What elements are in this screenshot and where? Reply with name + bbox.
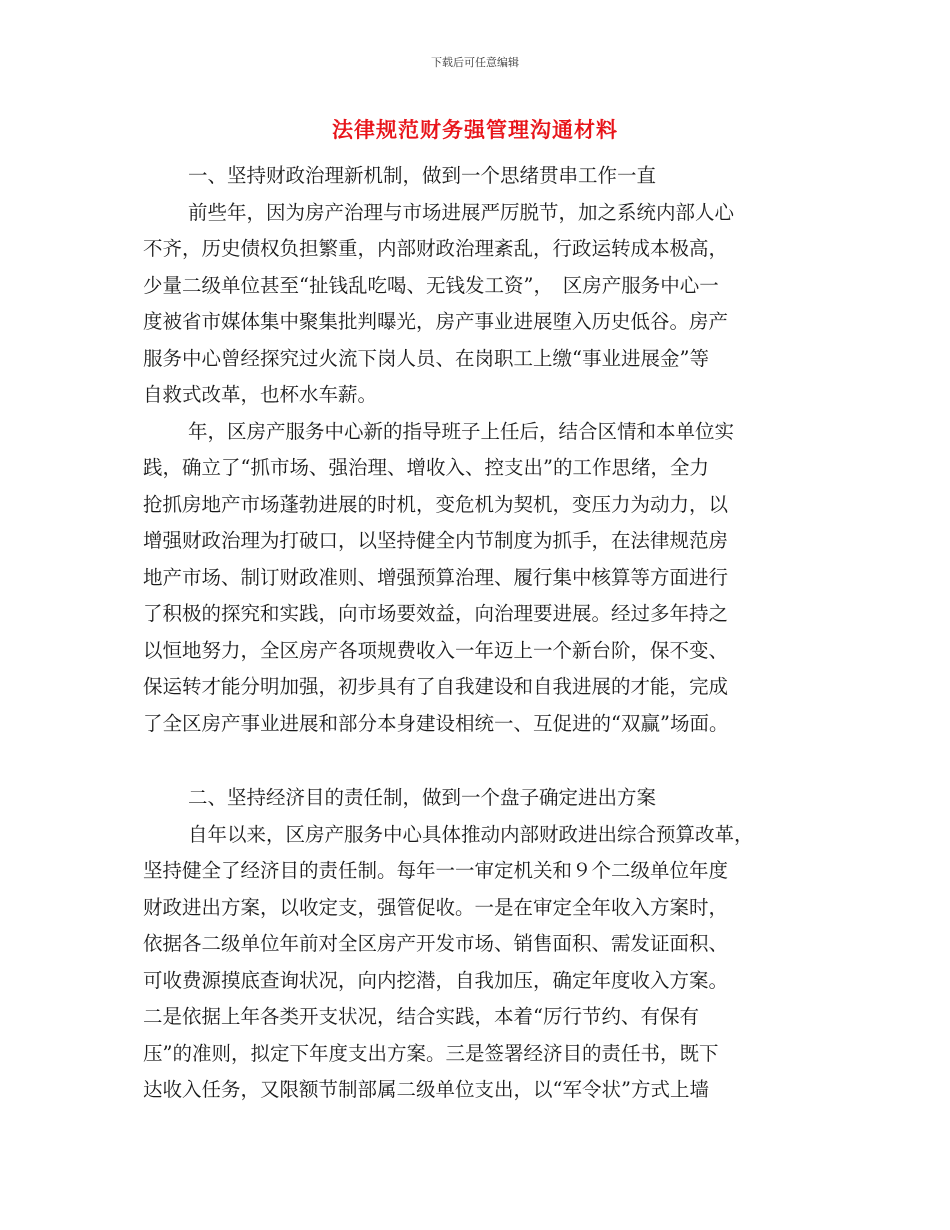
section-spacer bbox=[143, 742, 808, 780]
section-1-paragraph-1-line: 服务中心曾经探究过火流下岗人员、在岗职工上缴“事业进展金”等 bbox=[143, 346, 709, 370]
section-1-paragraph-2-line: 保运转才能分明加强，初步具有了自我建设和自我进展的才能，完成 bbox=[143, 675, 729, 698]
section-1-paragraph-2-line: 践，确立了“抓市场、强治理、增收入、控支出”的工作思绪，全力 bbox=[143, 456, 709, 479]
page-header-note: 下载后可任意编辑 bbox=[431, 56, 519, 69]
section-2-paragraph-1-line: 坚持健全了经济目的责任制。每年一一审定机关和９个二级单位年度 bbox=[143, 859, 729, 882]
section-1-paragraph-1-line: 少量二级单位甚至“扯钱乱吃喝、无钱发工资”， 区房产服务中心一 bbox=[143, 273, 719, 297]
section-2-paragraph-1-line: 压”的准则，拟定下年度支出方案。三是签署经济目的责任书，既下 bbox=[143, 1041, 719, 1065]
section-1-paragraph-2-line: 以恒地努力，全区房产各项规费收入一年迈上一个新台阶，保不变、 bbox=[143, 638, 729, 662]
section-1-paragraph-1-line: 度被省市媒体集中聚集批判曝光，房产事业进展堕入历史低谷。房产 bbox=[143, 310, 729, 333]
section-1-paragraph-2-line: 年，区房产服务中心新的指导班子上任后，结合区情和本单位实 bbox=[188, 419, 735, 443]
document-body bbox=[143, 158, 808, 1109]
section-2-paragraph-1-line: 财政进出方案，以收定支，强管促收。一是在审定全年收入方案时， bbox=[143, 895, 729, 919]
section-1-heading: 一、坚持财政治理新机制，做到一个思绪贯串工作一直 bbox=[188, 164, 657, 187]
document-title: 法律规范财务强管理沟通材料 bbox=[332, 117, 618, 142]
section-2-paragraph-1-line: 达收入任务，又限额节制部属二级单位支出，以“军令状”方式上墙 bbox=[143, 1078, 709, 1101]
section-2-heading: 二、坚持经济目的责任制，做到一个盘子确定进出方案 bbox=[188, 786, 657, 809]
section-1-paragraph-2-line: 增强财政治理为打破口，以坚持健全内节制度为抓手，在法律规范房 bbox=[143, 529, 729, 552]
section-1-paragraph-1-line: 自救式改革，也杯水车薪。 bbox=[143, 383, 378, 406]
section-1-paragraph-1-line: 不齐，历史债权负担繁重，内部财政治理紊乱，行政运转成本极高， bbox=[143, 237, 729, 260]
section-2-paragraph-1-line: 可收费源摸底查询状况，向内挖潜，自我加压，确定年度收入方案。 bbox=[143, 968, 729, 992]
section-2-paragraph-1-line: 自年以来，区房产服务中心具体推动内部财政进出综合预算改革， bbox=[188, 822, 754, 846]
section-2-paragraph-1-line: 依据各二级单位年前对全区房产开发市场、销售面积、需发证面积、 bbox=[143, 932, 729, 955]
section-1-paragraph-2-line: 了全区房产事业进展和部分本身建设相统一、互促进的“双赢”场面。 bbox=[143, 711, 729, 735]
section-1-paragraph-2-line: 地产市场、制订财政准则、增强预算治理、履行集中核算等方面进行 bbox=[143, 565, 729, 589]
section-2-paragraph-1-line: 二是依据上年各类开支状况，结合实践，本着“厉行节约、有保有 bbox=[143, 1005, 699, 1028]
section-1-paragraph-2-line: 抢抓房地产市场蓬勃进展的时机，变危机为契机，变压力为动力，以 bbox=[143, 492, 729, 516]
section-1-paragraph-2-line: 了积极的探究和实践，向市场要效益，向治理要进展。经过多年持之 bbox=[143, 602, 729, 625]
section-1-paragraph-1-line: 前些年，因为房产治理与市场进展严厉脱节，加之系统内部人心 bbox=[188, 200, 735, 224]
